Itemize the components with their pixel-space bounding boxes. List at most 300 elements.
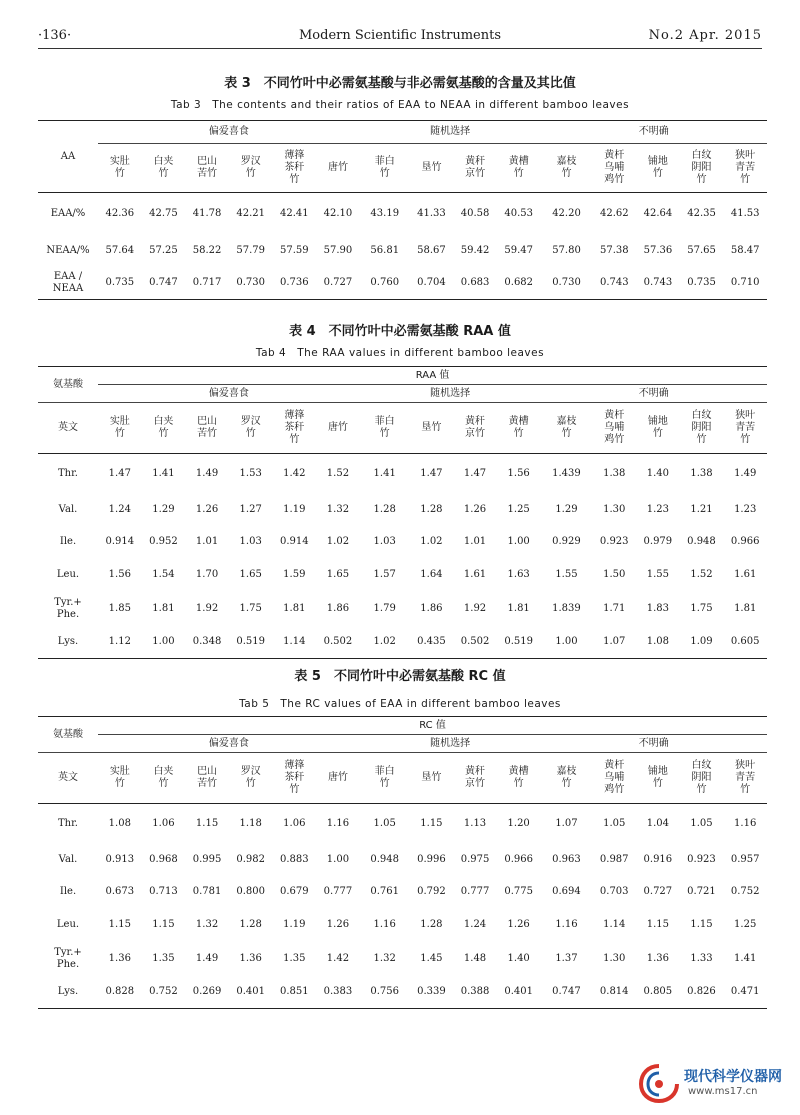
table-cell: 1.28 bbox=[373, 504, 396, 515]
table-cell: 42.41 bbox=[279, 208, 309, 219]
species-header-3 bbox=[185, 753, 229, 804]
table-cell: 0.916 bbox=[643, 854, 673, 865]
table-cell: 1.35 bbox=[152, 953, 175, 964]
table-cell: 0.968 bbox=[149, 854, 178, 865]
species-label-line: 唐竹 bbox=[327, 162, 348, 173]
running-header bbox=[38, 28, 762, 49]
table5-title-zh: 表 5 不同竹叶中必需氨基酸 RC 值 bbox=[294, 669, 506, 684]
row-label-text: Lys. bbox=[57, 636, 79, 647]
table-cell: 1.41 bbox=[152, 468, 175, 479]
table-cell: 1.81 bbox=[152, 603, 175, 614]
species-header-7 bbox=[360, 753, 410, 804]
table-cell: 0.388 bbox=[453, 976, 497, 1009]
table-cell: 0.673 bbox=[105, 886, 135, 897]
table-cell: 1.47 bbox=[463, 468, 487, 479]
row-label-text: NEAA/% bbox=[46, 245, 90, 256]
table-cell: 42.62 bbox=[599, 208, 629, 219]
table-cell: 42.35 bbox=[687, 208, 716, 219]
species-label-line: 竹 bbox=[561, 168, 572, 179]
row-label-text: Thr. bbox=[58, 818, 78, 829]
table-cell: 42.10 bbox=[323, 208, 353, 219]
row-header-aa: AA bbox=[38, 121, 98, 193]
table-cell: 1.24 bbox=[108, 504, 131, 515]
table-cell: 58.67 bbox=[417, 245, 446, 256]
table-cell: 1.52 bbox=[326, 468, 350, 479]
table-cell: 1.14 bbox=[603, 919, 626, 930]
table-cell: 1.02 bbox=[420, 536, 443, 547]
species-label-line: 嘉枝 bbox=[556, 766, 577, 777]
species-label-line: 白夹 bbox=[153, 156, 174, 167]
table-cell: 0.800 bbox=[236, 886, 265, 897]
table-cell: 57.59 bbox=[279, 245, 309, 256]
table-cell: 0.401 bbox=[497, 976, 541, 1009]
table-cell: 1.25 bbox=[734, 919, 757, 930]
table-cell: 0.752 bbox=[142, 976, 186, 1009]
species-header-4 bbox=[229, 403, 273, 454]
table-cell: 1.49 bbox=[195, 953, 219, 964]
table-cell: 1.42 bbox=[283, 468, 306, 479]
species-label-line: 实肚 bbox=[109, 156, 130, 167]
table-row bbox=[38, 908, 767, 942]
table-cell: 1.65 bbox=[326, 569, 350, 580]
table-cell: 57.64 bbox=[105, 245, 135, 256]
table-cell: 0.269 bbox=[185, 976, 229, 1009]
table-cell: 1.71 bbox=[603, 603, 626, 614]
table-cell: 1.02 bbox=[360, 626, 410, 659]
table-cell: 1.49 bbox=[195, 468, 219, 479]
species-header-4 bbox=[229, 144, 273, 193]
species-header-15 bbox=[723, 753, 767, 804]
table-cell: 57.25 bbox=[149, 245, 178, 256]
species-label-line: 竹 bbox=[158, 168, 169, 179]
table-cell: 0.713 bbox=[149, 886, 178, 897]
table-cell: 0.851 bbox=[273, 976, 317, 1009]
table-cell: 1.92 bbox=[463, 603, 487, 614]
species-header-7 bbox=[360, 403, 410, 454]
table-cell: 1.53 bbox=[239, 468, 262, 479]
species-label-line: 乌哺 bbox=[604, 422, 625, 433]
table-cell: 1.36 bbox=[646, 953, 669, 964]
table-cell: 1.05 bbox=[603, 818, 626, 829]
species-row bbox=[38, 403, 767, 454]
table-cell: 1.01 bbox=[463, 536, 487, 547]
row-label bbox=[38, 267, 98, 300]
table-cell: 1.85 bbox=[108, 603, 131, 614]
species-label-line: 唐竹 bbox=[327, 422, 348, 433]
table-cell: 0.747 bbox=[540, 976, 592, 1009]
table-cell: 1.24 bbox=[463, 919, 487, 930]
row-label-text: Ile. bbox=[59, 886, 77, 897]
group-header-3: 不明确 bbox=[540, 385, 767, 403]
species-header-15 bbox=[723, 403, 767, 454]
table-cell: 0.775 bbox=[504, 886, 533, 897]
table-cell: 0.743 bbox=[636, 267, 680, 300]
table-cell: 0.605 bbox=[723, 626, 767, 659]
table-cell: 1.01 bbox=[195, 536, 219, 547]
species-label-line: 茶秆 bbox=[284, 772, 305, 783]
value-header-row bbox=[38, 717, 767, 735]
table-cell: 0.948 bbox=[687, 536, 716, 547]
species-label-line: 白夹 bbox=[153, 766, 174, 777]
species-label-line: 黄槽 bbox=[508, 416, 529, 427]
group-header-3: 不明确 bbox=[540, 735, 767, 753]
group-row bbox=[38, 735, 767, 753]
table-cell: 1.19 bbox=[283, 919, 306, 930]
species-label-line: 黄秆 bbox=[465, 416, 486, 427]
table-cell: 56.81 bbox=[370, 245, 400, 256]
row-label bbox=[38, 844, 98, 876]
species-label-line: 垦竹 bbox=[421, 772, 442, 783]
table-cell: 1.26 bbox=[326, 919, 350, 930]
table-cell: 0.975 bbox=[460, 854, 490, 865]
species-label-line: 罗汉 bbox=[240, 766, 261, 777]
species-header-5 bbox=[273, 753, 317, 804]
species-label-line: 青苦 bbox=[735, 162, 756, 173]
table-cell: 1.81 bbox=[283, 603, 306, 614]
table-row bbox=[38, 558, 767, 592]
species-label-line: 竹 bbox=[379, 168, 390, 179]
table-row bbox=[38, 804, 767, 845]
table-cell: 0.683 bbox=[453, 267, 497, 300]
group-header-1: 偏爱喜食 bbox=[98, 385, 360, 403]
table-row bbox=[38, 235, 767, 267]
species-label-line: 苦竹 bbox=[197, 428, 218, 439]
table-cell: 1.41 bbox=[734, 953, 757, 964]
species-label-line: 薄箨 bbox=[284, 410, 305, 421]
table-cell: 0.995 bbox=[192, 854, 222, 865]
species-label-line: 黄秆 bbox=[465, 766, 486, 777]
species-header-6 bbox=[316, 403, 360, 454]
table-cell: 1.15 bbox=[690, 919, 713, 930]
table-cell: 0.777 bbox=[323, 886, 353, 897]
species-header-12 bbox=[592, 144, 636, 193]
species-header-9 bbox=[453, 753, 497, 804]
species-label-line: 竹 bbox=[561, 428, 572, 439]
row-label bbox=[38, 193, 98, 236]
table-cell: 0.703 bbox=[599, 886, 629, 897]
table3 bbox=[38, 120, 767, 300]
table-cell: 1.16 bbox=[326, 818, 350, 829]
species-header-13 bbox=[636, 144, 680, 193]
table-cell: 1.48 bbox=[463, 953, 487, 964]
species-header-11 bbox=[540, 753, 592, 804]
table-cell: 1.00 bbox=[540, 626, 592, 659]
species-row bbox=[38, 753, 767, 804]
row-label bbox=[38, 876, 98, 908]
table-cell: 1.00 bbox=[326, 854, 350, 865]
row-label-text: Lys. bbox=[57, 986, 79, 997]
table-cell: 42.21 bbox=[236, 208, 265, 219]
watermark-name: 现代科学仪器网 bbox=[684, 1069, 782, 1085]
table-cell: 42.64 bbox=[643, 208, 673, 219]
species-label-line: 鸡竹 bbox=[604, 784, 625, 795]
table-cell: 0.966 bbox=[730, 536, 760, 547]
table-cell: 1.19 bbox=[283, 504, 306, 515]
species-label-line: 鸡竹 bbox=[604, 174, 625, 185]
table-cell: 0.914 bbox=[279, 536, 309, 547]
table-cell: 0.814 bbox=[592, 976, 636, 1009]
species-label-line: 竹 bbox=[652, 168, 663, 179]
table-cell: 1.27 bbox=[239, 504, 262, 515]
table-cell: 0.710 bbox=[723, 267, 767, 300]
table-cell: 1.92 bbox=[195, 603, 219, 614]
table-cell: 41.78 bbox=[192, 208, 222, 219]
table-row bbox=[38, 592, 767, 626]
table-cell: 1.25 bbox=[507, 504, 530, 515]
table-cell: 0.435 bbox=[410, 626, 454, 659]
table-cell: 1.38 bbox=[603, 468, 626, 479]
table-cell: 1.15 bbox=[420, 818, 443, 829]
species-label-line: 垦竹 bbox=[421, 422, 442, 433]
page-number: ·136· bbox=[38, 28, 72, 43]
species-label-line: 竹 bbox=[379, 778, 390, 789]
table-row bbox=[38, 844, 767, 876]
species-label-line: 黄杆 bbox=[604, 150, 625, 161]
row-label bbox=[38, 494, 98, 526]
species-header-14 bbox=[680, 753, 724, 804]
species-header-10 bbox=[497, 403, 541, 454]
table3-title-zh: 表 3 不同竹叶中必需氨基酸与非必需氨基酸的含量及其比值 bbox=[224, 76, 576, 91]
species-header-3 bbox=[185, 144, 229, 193]
row-label bbox=[38, 235, 98, 267]
species-header-1 bbox=[98, 403, 142, 454]
table3-title-en: Tab 3 The contents and their ratios of EAA to NEAA in different bamboo leaves bbox=[170, 99, 630, 111]
species-header-10 bbox=[497, 144, 541, 193]
table-cell: 0.694 bbox=[552, 886, 581, 897]
species-label-line: 黄槽 bbox=[508, 156, 529, 167]
species-label-line: 竹 bbox=[289, 434, 300, 445]
species-label-line: 罗汉 bbox=[240, 416, 261, 427]
row-label-text: Thr. bbox=[58, 468, 78, 479]
table-cell: 1.15 bbox=[646, 919, 669, 930]
table-cell: 1.26 bbox=[195, 504, 219, 515]
table-cell: 1.57 bbox=[373, 569, 396, 580]
table-cell: 1.09 bbox=[680, 626, 724, 659]
watermark-url: www.ms17.cn bbox=[688, 1086, 758, 1097]
species-label-line: 竹 bbox=[114, 428, 125, 439]
species-label-line: 苦竹 bbox=[197, 168, 218, 179]
group-header-1: 偏爱喜食 bbox=[98, 735, 360, 753]
row-label bbox=[38, 592, 98, 626]
species-label-line: 竹 bbox=[696, 174, 707, 185]
value-header-row bbox=[38, 367, 767, 385]
table-cell: 0.727 bbox=[316, 267, 360, 300]
species-label-line: 竹 bbox=[696, 784, 707, 795]
table-cell: 1.42 bbox=[326, 953, 350, 964]
table-cell: 1.439 bbox=[552, 468, 581, 479]
species-label-line: 竹 bbox=[696, 434, 707, 445]
species-header-8 bbox=[410, 753, 454, 804]
species-label-line: 嘉枝 bbox=[556, 416, 577, 427]
table-cell: 1.03 bbox=[239, 536, 262, 547]
row-label bbox=[38, 526, 98, 558]
table-cell: 0.923 bbox=[687, 854, 716, 865]
species-label-line: 黄槽 bbox=[508, 766, 529, 777]
table-cell: 0.828 bbox=[98, 976, 142, 1009]
group-row bbox=[38, 385, 767, 403]
species-header-15 bbox=[723, 144, 767, 193]
table-cell: 0.826 bbox=[680, 976, 724, 1009]
journal-name: Modern Scientific Instruments bbox=[298, 28, 502, 43]
table-cell: 1.28 bbox=[239, 919, 262, 930]
table4 bbox=[38, 366, 767, 659]
table-cell: 1.54 bbox=[152, 569, 175, 580]
species-label-line: 阴阳 bbox=[691, 162, 712, 173]
table-cell: 1.40 bbox=[646, 468, 669, 479]
table-cell: 1.23 bbox=[734, 504, 757, 515]
species-label-line: 巴山 bbox=[197, 156, 218, 167]
table-cell: 1.00 bbox=[142, 626, 186, 659]
group-header-1: 偏爱喜食 bbox=[98, 121, 360, 144]
table-cell: 57.36 bbox=[643, 245, 673, 256]
table-cell: 1.05 bbox=[690, 818, 713, 829]
species-label-line: 薄箨 bbox=[284, 150, 305, 161]
species-label-line: 竹 bbox=[652, 778, 663, 789]
table-cell: 1.13 bbox=[463, 818, 487, 829]
species-label-line: 茶秆 bbox=[284, 422, 305, 433]
table-cell: 1.47 bbox=[420, 468, 443, 479]
table-cell: 1.81 bbox=[507, 603, 530, 614]
species-label-line: 京竹 bbox=[465, 428, 486, 439]
table-cell: 1.16 bbox=[373, 919, 396, 930]
table-row bbox=[38, 494, 767, 526]
species-label-line: 黄杆 bbox=[604, 760, 625, 771]
row-label-text: Leu. bbox=[56, 569, 80, 580]
table-cell: 0.401 bbox=[229, 976, 273, 1009]
species-label-line: 黄杆 bbox=[604, 410, 625, 421]
species-header-2 bbox=[142, 144, 186, 193]
species-label-line: 竹 bbox=[289, 174, 300, 185]
table-cell: 1.07 bbox=[592, 626, 636, 659]
table-cell: 1.47 bbox=[108, 468, 131, 479]
corner-amino-acid: 氨基酸 bbox=[38, 367, 98, 403]
table-cell: 43.19 bbox=[370, 208, 400, 219]
table-cell: 1.32 bbox=[326, 504, 350, 515]
species-header-1 bbox=[98, 144, 142, 193]
table-cell: 1.26 bbox=[507, 919, 530, 930]
table-cell: 0.752 bbox=[730, 886, 760, 897]
table-cell: 0.777 bbox=[460, 886, 490, 897]
species-label-line: 嘉枝 bbox=[556, 156, 577, 167]
table-cell: 1.03 bbox=[373, 536, 396, 547]
row-label-text: EAA/% bbox=[50, 208, 86, 219]
species-label-line: 竹 bbox=[740, 434, 751, 445]
table-cell: 0.730 bbox=[541, 267, 593, 300]
species-label-line: 京竹 bbox=[465, 168, 486, 179]
table-cell: 1.56 bbox=[507, 468, 530, 479]
table-cell: 1.15 bbox=[152, 919, 175, 930]
species-header-11 bbox=[540, 403, 592, 454]
table-cell: 0.735 bbox=[98, 267, 142, 300]
table-cell: 1.00 bbox=[507, 536, 530, 547]
species-label-line: 白纹 bbox=[691, 410, 712, 421]
species-label-line: 狭叶 bbox=[735, 150, 756, 161]
table-cell: 1.86 bbox=[326, 603, 350, 614]
table-cell: 1.15 bbox=[108, 919, 131, 930]
table-cell: 0.957 bbox=[730, 854, 760, 865]
species-header-10 bbox=[497, 753, 541, 804]
table-cell: 57.65 bbox=[687, 245, 716, 256]
species-header-6 bbox=[316, 753, 360, 804]
table-cell: 1.75 bbox=[239, 603, 262, 614]
table-cell: 1.32 bbox=[195, 919, 219, 930]
table-cell: 1.16 bbox=[555, 919, 578, 930]
table-cell: 0.987 bbox=[599, 854, 629, 865]
species-label-line: 青苦 bbox=[735, 772, 756, 783]
table-cell: 0.502 bbox=[316, 626, 360, 659]
table-cell: 1.81 bbox=[734, 603, 757, 614]
table-row bbox=[38, 626, 767, 659]
table-cell: 59.42 bbox=[460, 245, 490, 256]
species-label-line: 竹 bbox=[652, 428, 663, 439]
table-cell: 0.952 bbox=[149, 536, 178, 547]
table-cell: 1.45 bbox=[420, 953, 443, 964]
table-cell: 0.339 bbox=[410, 976, 454, 1009]
corner-english: 英文 bbox=[38, 403, 98, 454]
table-cell: 1.06 bbox=[283, 818, 306, 829]
row-label bbox=[38, 454, 98, 495]
row-label-text: Val. bbox=[58, 504, 78, 515]
species-label-line: 竹 bbox=[114, 168, 125, 179]
species-label-line: 乌哺 bbox=[604, 772, 625, 783]
table-cell: 0.792 bbox=[417, 886, 446, 897]
table-cell: 1.59 bbox=[283, 569, 306, 580]
table-cell: 1.64 bbox=[420, 569, 443, 580]
species-label-line: 铺地 bbox=[647, 416, 668, 427]
species-header-9 bbox=[453, 144, 497, 193]
table-cell: 1.28 bbox=[420, 919, 443, 930]
table-cell: 42.36 bbox=[105, 208, 135, 219]
table-cell: 0.735 bbox=[680, 267, 724, 300]
table-cell: 1.55 bbox=[555, 569, 578, 580]
species-label-line: 竹 bbox=[245, 778, 256, 789]
species-label-line: 阴阳 bbox=[691, 772, 712, 783]
table-cell: 1.83 bbox=[646, 603, 669, 614]
table-cell: 0.923 bbox=[599, 536, 629, 547]
table-cell: 1.20 bbox=[507, 818, 530, 829]
species-label-line: 阴阳 bbox=[691, 422, 712, 433]
table-cell: 1.63 bbox=[507, 569, 530, 580]
table-cell: 1.26 bbox=[463, 504, 487, 515]
table-cell: 1.41 bbox=[373, 468, 396, 479]
table-cell: 59.47 bbox=[504, 245, 534, 256]
table-cell: 1.30 bbox=[603, 953, 626, 964]
table-cell: 0.502 bbox=[453, 626, 497, 659]
table-cell: 0.929 bbox=[552, 536, 581, 547]
species-label-line: 巴山 bbox=[197, 416, 218, 427]
table-cell: 1.79 bbox=[373, 603, 396, 614]
value-header: RC 值 bbox=[98, 717, 767, 735]
table-cell: 40.53 bbox=[504, 208, 534, 219]
table-cell: 0.682 bbox=[497, 267, 541, 300]
table-cell: 0.966 bbox=[504, 854, 533, 865]
table4-title-en: Tab 4 The RAA values in different bamboo leaves bbox=[255, 347, 545, 359]
table-cell: 1.30 bbox=[603, 504, 626, 515]
table-cell: 0.963 bbox=[552, 854, 581, 865]
table-cell: 1.40 bbox=[507, 953, 530, 964]
table4-title-zh: 表 4 不同竹叶中必需氨基酸 RAA 值 bbox=[289, 324, 511, 339]
table-cell: 0.348 bbox=[185, 626, 229, 659]
table-cell: 1.55 bbox=[646, 569, 669, 580]
table-cell: 1.23 bbox=[646, 504, 669, 515]
table-cell: 0.730 bbox=[229, 267, 273, 300]
species-label-line: 薄箨 bbox=[284, 760, 305, 771]
table-cell: 1.06 bbox=[152, 818, 175, 829]
table-cell: 1.29 bbox=[152, 504, 175, 515]
species-label-line: 竹 bbox=[245, 168, 256, 179]
table-cell: 1.35 bbox=[283, 953, 306, 964]
table-cell: 1.08 bbox=[636, 626, 680, 659]
